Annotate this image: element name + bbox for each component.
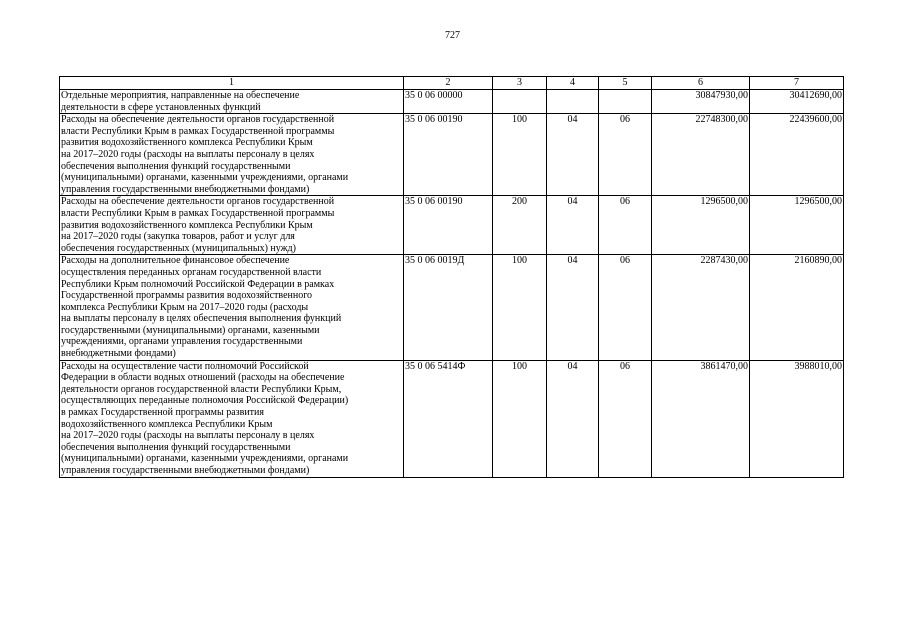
header-cell-6: 6 — [652, 77, 750, 90]
row-code-cell: 35 0 06 00000 — [404, 90, 493, 114]
row-name-line: Расходы на дополнительное финансовое обеспечение — [61, 255, 290, 267]
row-name-line: на 2017–2020 годы (расходы на выплаты персоналу в целях — [61, 430, 315, 442]
row-name-line: Расходы на обеспечение деятельности органов государственной — [61, 196, 335, 208]
row-name-line: водохозяйственного комплекса Республики Крым — [61, 418, 273, 430]
row-name-line: учреждениями, органами управления государственными — [61, 336, 303, 348]
row-sum-2-cell: 22439600,00 — [750, 114, 844, 196]
header-cell-5: 5 — [599, 77, 652, 90]
row-name-line: (муниципальными) органами, казенными учреждениями, органами — [61, 172, 349, 184]
header-cell-4: 4 — [547, 77, 599, 90]
row-rz-cell: 04 — [547, 360, 599, 477]
row-sum-1-cell: 1296500,00 — [652, 196, 750, 255]
row-code-cell: 35 0 06 00190 — [404, 196, 493, 255]
row-pr-cell: 06 — [599, 196, 652, 255]
header-row — [60, 77, 844, 90]
row-name-cell — [60, 360, 404, 477]
row-name-cell — [60, 196, 404, 255]
table-row — [60, 196, 844, 255]
row-name-line: (муниципальными) органами, казенными учреждениями, органами — [61, 453, 349, 465]
row-name-line: обеспечения государственных (муниципальных) нужд) — [61, 242, 296, 254]
row-vr-cell: 100 — [493, 114, 547, 196]
row-name-line: обеспечения выполнения функций государственными — [61, 160, 291, 172]
table-row — [60, 114, 844, 196]
row-name-line: управления государственными внебюджетными фондами) — [61, 183, 310, 195]
budget-table — [59, 76, 844, 478]
row-name-line: на 2017–2020 годы (закупка товаров, работ и услуг для — [61, 231, 295, 243]
row-sum-2-cell: 30412690,00 — [750, 90, 844, 114]
row-pr-cell: 06 — [599, 360, 652, 477]
row-name-line: деятельности в сфере установленных функций — [61, 101, 261, 113]
row-sum-2-cell: 2160890,00 — [750, 255, 844, 360]
row-name-line: власти Республики Крым в рамках Государственной программы — [61, 207, 335, 219]
row-vr-cell: 200 — [493, 196, 547, 255]
row-name-line: государственными (муниципальными) органами, казенными — [61, 324, 320, 336]
row-code-cell: 35 0 06 0019Д — [404, 255, 493, 360]
row-pr-cell — [599, 90, 652, 114]
row-name-cell — [60, 90, 404, 114]
row-sum-1-cell: 3861470,00 — [652, 360, 750, 477]
row-sum-1-cell: 30847930,00 — [652, 90, 750, 114]
row-name-line: Федерации в области водных отношений (расходы на обеспечение — [61, 372, 345, 384]
row-name-line: внебюджетными фондами) — [61, 348, 176, 360]
row-name-line: на выплаты персоналу в целях обеспечения выполнения функций — [61, 313, 342, 325]
row-name-line: на 2017–2020 годы (расходы на выплаты персоналу в целях — [61, 148, 315, 160]
table-row — [60, 360, 844, 477]
row-sum-2-cell: 1296500,00 — [750, 196, 844, 255]
row-name-line: комплекса Республики Крым на 2017–2020 годы (расходы — [61, 301, 309, 313]
row-sum-2-cell: 3988010,00 — [750, 360, 844, 477]
row-name-line: Отдельные мероприятия, направленные на обеспечение — [61, 90, 300, 101]
row-name-line: развития водохозяйственного комплекса Республики Крым — [61, 219, 313, 231]
table-row — [60, 90, 844, 114]
row-name-line: осуществляющих переданные полномочия Российской Федерации) — [61, 395, 349, 407]
row-rz-cell: 04 — [547, 196, 599, 255]
row-rz-cell: 04 — [547, 255, 599, 360]
row-pr-cell: 06 — [599, 255, 652, 360]
row-vr-cell: 100 — [493, 255, 547, 360]
table-row — [60, 255, 844, 360]
row-name-line: Расходы на обеспечение деятельности органов государственной — [61, 114, 335, 126]
header-cell-2: 2 — [404, 77, 493, 90]
row-sum-1-cell: 2287430,00 — [652, 255, 750, 360]
row-name-line: в рамках Государственной программы развития — [61, 407, 265, 419]
row-name-line: развития водохозяйственного комплекса Республики Крым — [61, 137, 313, 149]
row-name-line: Государственной программы развития водохозяйственного — [61, 290, 313, 302]
row-name-line: деятельности органов государственной власти Республики Крым, — [61, 383, 342, 395]
row-vr-cell — [493, 90, 547, 114]
row-pr-cell: 06 — [599, 114, 652, 196]
row-code-cell: 35 0 06 00190 — [404, 114, 493, 196]
table-body — [60, 90, 844, 478]
row-name-line: власти Республики Крым в рамках Государственной программы — [61, 125, 335, 137]
row-rz-cell — [547, 90, 599, 114]
row-code-cell: 35 0 06 5414Ф — [404, 360, 493, 477]
row-sum-1-cell: 22748300,00 — [652, 114, 750, 196]
row-name-line: Расходы на осуществление части полномочий Российской — [61, 360, 309, 372]
row-rz-cell: 04 — [547, 114, 599, 196]
row-vr-cell: 100 — [493, 360, 547, 477]
row-name-line: осуществления переданных органам государственной власти — [61, 266, 322, 278]
page-number: 727 — [445, 30, 460, 41]
row-name-line: управления государственными внебюджетными фондами) — [61, 465, 310, 476]
row-name-cell — [60, 114, 404, 196]
row-name-line: Республики Крым полномочий Российской Федерации в рамках — [61, 278, 335, 290]
header-cell-3: 3 — [493, 77, 547, 90]
row-name-cell — [60, 255, 404, 360]
header-cell-1: 1 — [60, 77, 404, 90]
row-name-line: обеспечения выполнения функций государственными — [61, 441, 291, 453]
header-cell-7: 7 — [750, 77, 844, 90]
